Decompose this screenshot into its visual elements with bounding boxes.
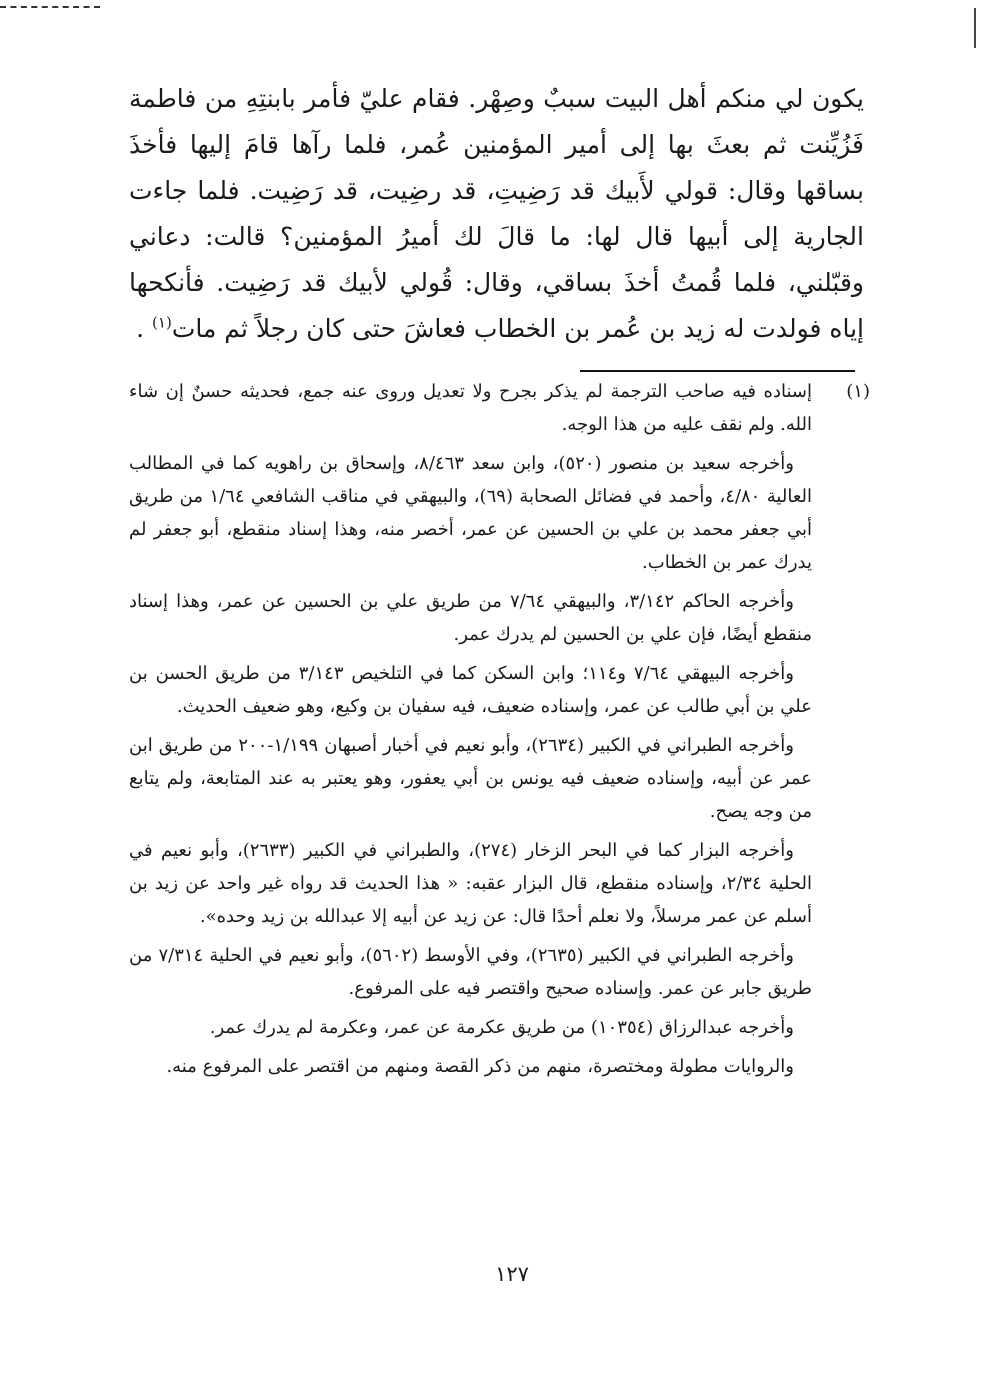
footnote-paragraph: وأخرجه البيهقي ٧/٦٤ و١١٤؛ وابن السكن كما في التلخيص ٣/١٤٣ من طريق الحسن بن علي بن أبي طالب عن عمر، وإسناده ضعيف، فيه سفيان بن وكيع، وهو ضعيف الحديث.: [129, 663, 812, 717]
scan-edge-mark: [974, 8, 976, 48]
scan-edge-mark: [0, 6, 100, 10]
footnote-paragraph: والروايات مطولة ومختصرة، منهم من ذكر القصة ومنهم من اقتصر على المرفوع منه.: [166, 1056, 794, 1077]
sentence-end-mark: .: [136, 314, 145, 343]
footnote-reference-marker: (١): [152, 313, 172, 332]
footnote-paragraph: [129, 375, 870, 441]
footnote-text: إسناده فيه صاحب الترجمة لم يذكر بجرح ولا تعديل وروى عنه جمع، فحديثه حسنٌ إن شاء الله. ولم نقف عليه من هذا الوجه.: [129, 381, 812, 435]
main-text-block: [129, 76, 864, 352]
footnote-paragraph: وأخرجه الطبراني في الكبير (٢٦٣٤)، وأبو نعيم في أخبار أصبهان ١/١٩٩-٢٠٠ من طريق ابن عمر عن أبيه، وإسناده ضعيف فيه يونس بن أبي يعفور، وهو يعتبر به عند المتابعة، ولم يتابع من وجه يصح.: [129, 735, 812, 822]
page-number: ١٢٧: [495, 1262, 529, 1286]
footnotes-block: [129, 375, 870, 1089]
main-paragraph-text: يكون لي منكم أهل البيت سببٌ وصِهْر. فقام عليّ فأمر بابنتِهِ من فاطمة فَزُيِّنت ثم بعثَ بها إلى أمير المؤمنين عُمر، فلما رآها قامَ إليها فأخذَ بساقها وقال: قولي لأَبيك قد رَضِيتِ، قد رضِيت، قد رَضِيت. فلما جاءت الجارية إلى أبيها قال لها: ما قالَ لك أميرُ المؤمنين؟ قالت: دعاني وقبّلني، فلما قُمتُ أخذَ بساقي، وقال: قُولي لأبيك قد رَضِيت. فأنكحها إياه فولدت له زيد بن عُمر بن الخطاب فعاشَ حتى كان رجلاً ثم مات: [129, 84, 864, 343]
footnote-divider: [580, 370, 855, 372]
footnote-paragraph: وأخرجه عبدالرزاق (١٠٣٥٤) من طريق عكرمة عن عمر، وعكرمة لم يدرك عمر.: [209, 1017, 794, 1038]
footnote-paragraph: وأخرجه البزار كما في البحر الزخار (٢٧٤)، والطبراني في الكبير (٢٦٣٣)، وأبو نعيم في الحلية ٢/٣٤، وإسناده منقطع، قال البزار عقبه: « هذا الحديث قد رواه غير واحد عن زيد بن أسلم عن عمر مرسلاً، ولا نعلم أحدًا قال: عن زيد عن أبيه إلا عبدالله بن زيد وحده».: [129, 840, 812, 927]
footnote-paragraph: وأخرجه سعيد بن منصور (٥٢٠)، وابن سعد ٨/٤٦٣، وإسحاق بن راهويه كما في المطالب العالية ٤/٨٠، وأحمد في فضائل الصحابة (٦٩)، والبيهقي في مناقب الشافعي ١/٦٤ من طريق أبي جعفر محمد بن علي بن الحسين عن عمر، أخصر منه، وهذا إسناد منقطع، أبو جعفر لم يدرك عمر بن الخطاب.: [129, 453, 812, 573]
main-paragraph: [129, 76, 864, 352]
footnote-paragraph: وأخرجه الحاكم ٣/١٤٢، والبيهقي ٧/٦٤ من طريق علي بن الحسين عن عمر، وهذا إسناد منقطع أيضًا، فإن علي بن الحسين لم يدرك عمر.: [129, 591, 812, 645]
footnote-paragraph: وأخرجه الطبراني في الكبير (٢٦٣٥)، وفي الأوسط (٥٦٠٢)، وأبو نعيم في الحلية ٧/٣١٤ من طريق جابر عن عمر. وإسناده صحيح واقتصر فيه على المرفوع.: [129, 945, 812, 999]
footnote-number: (١): [846, 381, 870, 402]
